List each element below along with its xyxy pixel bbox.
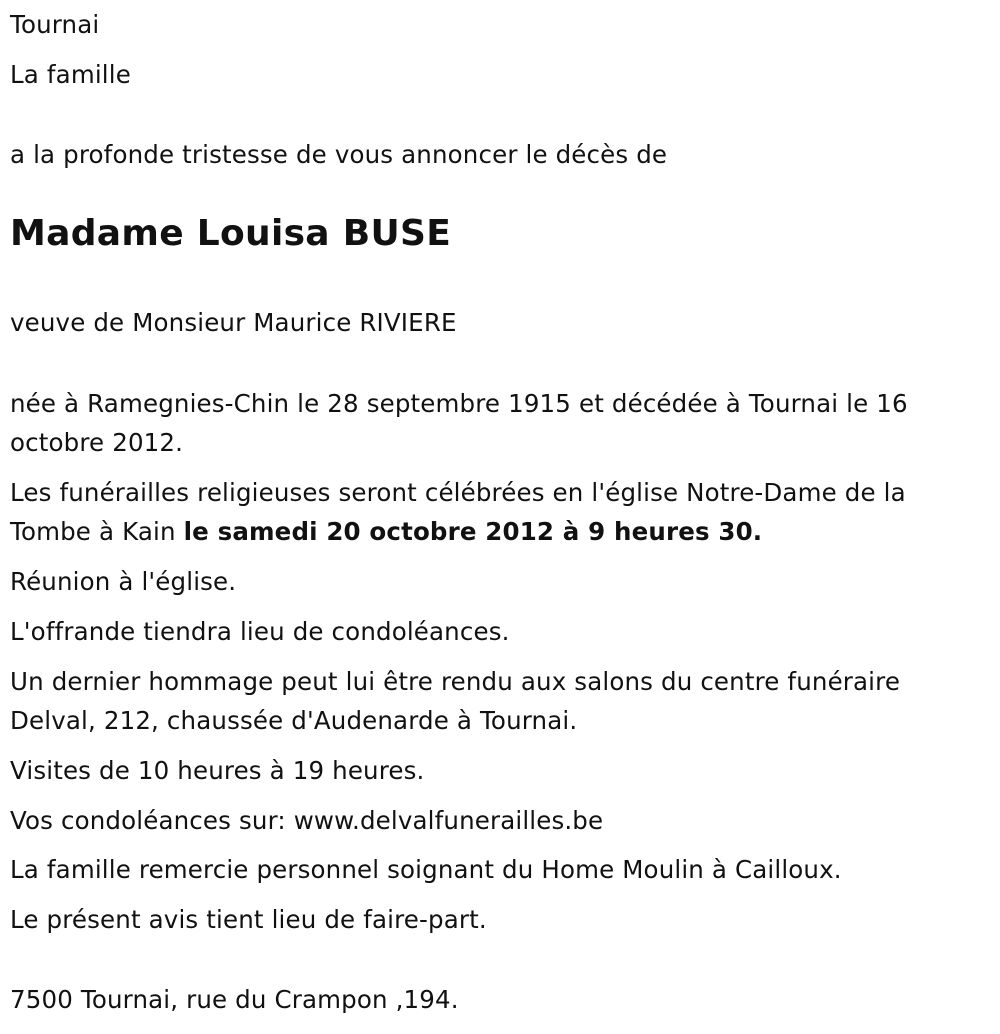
announcement-text: a la profonde tristesse de vous annoncer le décès de xyxy=(10,140,668,169)
city-text: Tournai xyxy=(10,10,100,39)
address-text: 7500 Tournai, rue du Crampon ,194. xyxy=(10,985,459,1014)
offering-text: L'offrande tiendra lieu de condoléances. xyxy=(10,617,510,646)
birth-death-text: née à Ramegnies-Chin le 28 septembre 1915 et décédée à Tournai le 16 octobre 2012. xyxy=(10,389,908,457)
deceased-name: Madame Louisa BUSE xyxy=(10,213,452,254)
condolences-text: Vos condoléances sur: www.delvalfunerailles.be xyxy=(10,806,604,835)
meeting-text: Réunion à l'église. xyxy=(10,567,237,596)
thanks-text: La famille remercie personnel soignant du Home Moulin à Cailloux. xyxy=(10,855,842,884)
funeral-paragraph xyxy=(10,473,985,551)
funeral-date-text: le samedi 20 octobre 2012 à 9 heures 30. xyxy=(183,517,763,546)
funeral-intro-text: Les funérailles religieuses seront célébrées en l'église Notre-Dame de la Tombe à Kain xyxy=(10,478,906,546)
tribute-text: Un dernier hommage peut lui être rendu aux salons du centre funéraire Delval, 212, chaussée d'Audenarde à Tournai. xyxy=(10,667,901,735)
family-text: La famille xyxy=(10,60,131,89)
visits-text: Visites de 10 heures à 19 heures. xyxy=(10,756,425,785)
faire-part-text: Le présent avis tient lieu de faire-part. xyxy=(10,905,487,934)
widow-of-text: veuve de Monsieur Maurice RIVIERE xyxy=(10,308,457,337)
